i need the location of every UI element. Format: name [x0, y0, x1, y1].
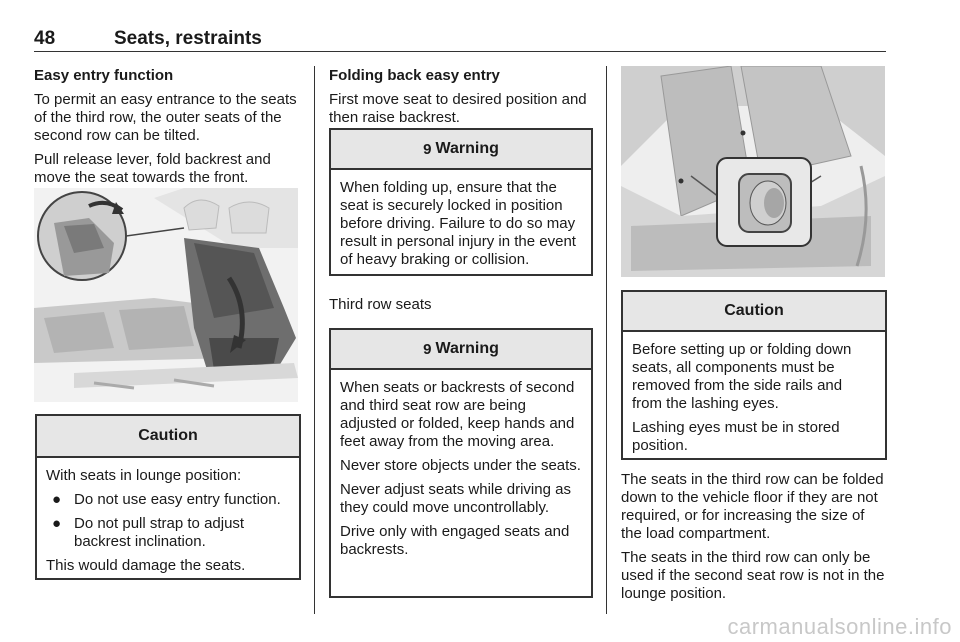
page-header [34, 28, 886, 50]
page-number: 48 [34, 28, 56, 49]
warning-icon: 9 [423, 340, 432, 358]
third-row-paragraph-1: The seats in the third row can be folded down to the vehicle floor if they are not required, or for increasing the size of the load compartment. [621, 471, 884, 542]
easy-entry-paragraph-2: Pull release lever, fold backrest and move the seat towards the front. [34, 151, 271, 186]
third-row-paragraph-2: The seats in the third row can only be used if the second seat row is not in the lounge position. [621, 549, 885, 602]
caution-box-components [621, 290, 887, 460]
watermark: carmanualsonline.info [727, 614, 952, 639]
warning-text: When folding up, ensure that the seat is securely locked in position before driving. Failure to do so may result in personal injury in the event of heavy braking or collision. [340, 179, 576, 268]
column-3-text [621, 471, 887, 609]
caution-title: Caution [623, 292, 885, 332]
caution-title: Caution [37, 416, 299, 458]
easy-entry-paragraph-1: To permit an easy entrance to the seats of the third row, the outer seats of the second row can be tilted. [34, 91, 297, 144]
caution-paragraph-2: Lashing eyes must be in stored position. [632, 419, 840, 454]
header-rule [34, 51, 886, 52]
caution-paragraph-1: Before setting up or folding down seats, all components must be removed from the side rails and from the lashing eyes. [632, 341, 852, 412]
warning-paragraph-3: Never adjust seats while driving as they could move uncontrollably. [340, 481, 571, 516]
folding-back-paragraph: First move seat to desired position and then raise backrest. [329, 91, 587, 126]
warning-icon: 9 [423, 140, 432, 158]
section-title-third-row: Third row seats [329, 296, 432, 313]
warning-title: Warning [435, 340, 499, 357]
list-item [46, 515, 290, 551]
lashing-eye-illustration [621, 66, 885, 277]
easy-entry-seat-illustration [34, 188, 298, 402]
warning-title: Warning [435, 140, 499, 157]
page-title: Seats, restraints [114, 28, 262, 49]
caution-intro: With seats in lounge position: [46, 467, 242, 484]
folding-back-heading: Folding back easy entry [329, 67, 500, 84]
bullet-text: Do not use easy entry function. [74, 491, 281, 508]
warning-box-folding [329, 128, 593, 276]
bullet-text: Do not pull strap to adjust backrest inclination. [74, 515, 245, 550]
column-divider-1 [314, 66, 315, 614]
easy-entry-heading: Easy entry function [34, 67, 174, 84]
caution-box-lounge [35, 414, 301, 580]
warning-paragraph-1: When seats or backrests of second and third seat row are being adjusted or folded, keep hands and feet away from the moving area. [340, 379, 575, 450]
third-row-section [329, 296, 591, 320]
warning-paragraph-2: Never store objects under the seats. [340, 457, 581, 474]
column-2 [329, 67, 591, 133]
bullet-icon: ● [52, 491, 62, 508]
caution-bullet-list [46, 491, 290, 551]
column-divider-2 [606, 66, 607, 614]
bullet-icon: ● [52, 515, 62, 532]
seat-tilt-drawing [34, 188, 298, 402]
warning-box-third-row [329, 328, 593, 598]
list-item [46, 491, 290, 509]
caution-outro: This would damage the seats. [46, 557, 246, 574]
warning-paragraph-4: Drive only with engaged seats and backrests. [340, 523, 570, 558]
column-1 [34, 67, 299, 193]
cargo-area-drawing [621, 66, 885, 277]
